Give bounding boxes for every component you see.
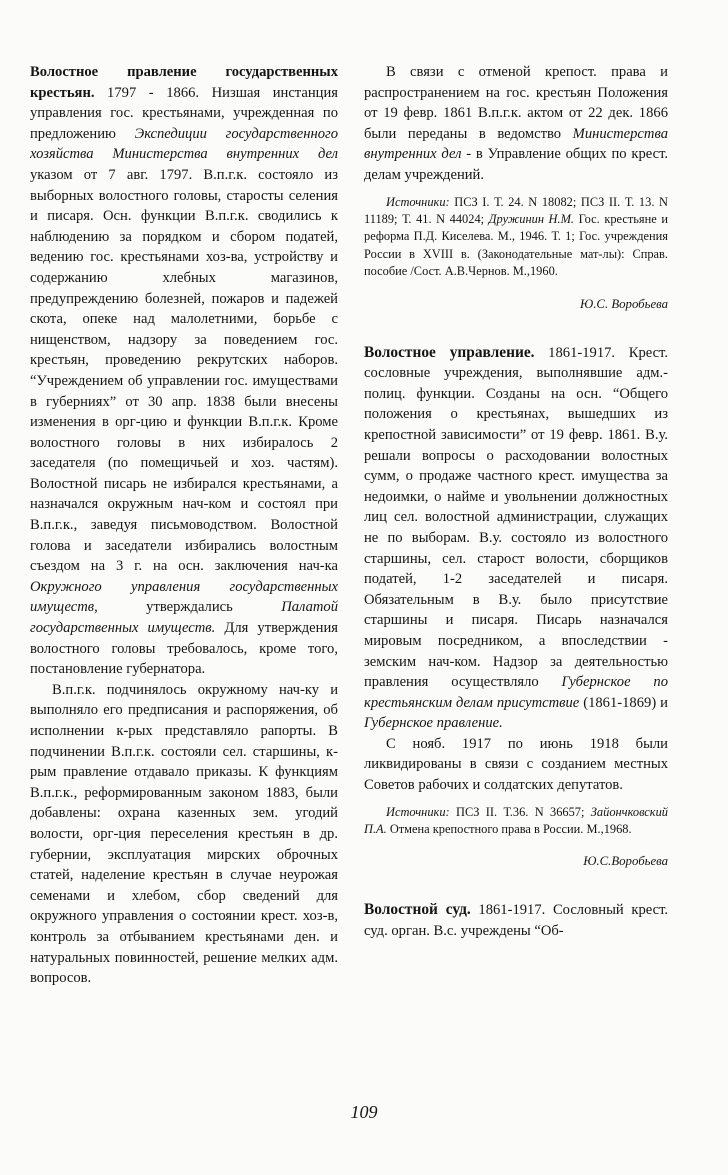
entry-volost-sud: Волостной суд. 1861-1917. Сословный крест. суд. орган. В.с. учреждены “Об-	[364, 901, 668, 940]
entry-volost-upravlenie: Волостное управление. 1861-1917. Крест. сословные учреждения, выполнявшие адм.-полиц. функции. Созданы на осн. “Общего положения о крестьянах, вышедших из крепостной зависимости” от 19 февр. 1861. В.у. решали вопросы о расходовании волостных сумм, о продаже частного крест. имущества за недоимки, о найме и увольнении должностных лиц сел. волостной администрации, служащих не по выборам. В.у. состояло из волостного старшины, сел. старост волости, сборщиков податей, 1-2 заседателей и писаря. Обязательным в В.у. было присутствие старшины и писаря. Писарь назначался мировым посредником, а впоследствии - земским нач-ком. Надзор за деятельностью правления осуществляло Губернское по крестьянским делам присутствие (1861-1869) и Губернское правление.	[364, 343, 668, 732]
cross-reference: Министерства внутренних дел	[364, 125, 668, 163]
entry-heading: Волостное правление государственных крестьян.	[30, 64, 338, 101]
entry-volost-pravlenie-gk: Волостное правление государственных крестьян. 1797 - 1866. Низшая инстанция управления гос. крестьянами, учрежденная по предложению Экспедиции государственного хозяйства Министерства внутренних дел указом от 7 авг. 1797. В.п.г.к. состояло из выборных волостного головы, старосты селения и писаря. Осн. функции В.п.г.к. сводились к наблюдению за порядком и сбором податей, ведению гос. крестьянами хоз-ва, устройству и содержанию хлебных магазинов, предупреждению болезней, пожаров и падежей скота, опеке над малолетними, борьбе с нищенством, надзору за поведением гос. крестьян, проведению рекрутских наборов. “Учреждением об управлении гос. имуществами в губерниях” от 30 апр. 1838 были внесены изменения в орг-цию и функции В.п.г.к. Кроме волостного головы в них избиралось 2 заседателя (по помещичьей и хоз. частям). Волостной писарь не избирался крестьянами, а назначался окружным нач-ком и состоял при В.п.г.к., заведуя письмоводством. Волостной голова и заседатели избирались волостным съездом на 3 г. на осн. заключения нач-ка Окружного управления государственных имуществ, утверждались Палатой государственных имуществ. Для утверждения волостного головы требовалось, кроме того, постановление губернатора.	[30, 64, 339, 678]
cross-reference: Окружного управления государственных имуществ,	[30, 578, 338, 616]
cross-reference: Палатой государственных имуществ.	[30, 599, 338, 637]
source-author: Зайончковский П.А.	[364, 804, 668, 837]
entry-heading: Волостной суд.	[364, 901, 471, 919]
page-number: 109	[350, 1102, 378, 1122]
cross-reference: Губернское правление.	[364, 715, 503, 732]
source-author: Дружинин Н.М.	[488, 211, 575, 226]
paragraph: В.п.г.к. подчинялось окружному нач-ку и выполняло его предписания и распоряжения, об исполнении к-рых представляло рапорты. В подчинении В.п.г.к. состояли сел. старшины, к-рым правление отдавало приказы. К функциям В.п.г.к., реформированным законом 1883, были добавлены: охрана казенных зем. угодий волости, орг-ция переселения крестьян в др. губернии, эксплуатация мирских оброчных статей, наделение крестьян в случае неурожая семенами и хлебом, сбор сведений для окружного управления о состоянии крест. хоз-в, контроль за отбыванием крестьянами ден. и натуральных повинностей, решение мелких адм. вопросов.	[30, 681, 338, 987]
author-signature: Ю.С.Воробьева	[583, 854, 668, 869]
paragraph: В связи с отменой крепост. права и распространением на гос. крестьян Положения от 19 февр. 1861 В.п.г.к. актом от 22 дек. 1866 были переданы в ведомство Министерства внутренних дел - в Управление общих по крест. делам учреждений.	[364, 64, 669, 183]
cross-reference: Губернское по крестьянским делам присутствие	[364, 674, 668, 711]
right-column-content	[364, 62, 668, 942]
entry-heading: Волостное управление.	[364, 343, 535, 361]
sources: Источники: ПСЗ I. Т. 24. N 18082; ПСЗ II. Т. 13. N 11189; Т. 41. N 44024; Дружинин Н.М. Гос. крестьяне и реформа П.Д. Киселева. М., 1946. Т. 1; Гос. учреждения России в XVIII в. (Законодательные мат-лы): Справ. пособие /Сост. А.В.Чернов. М.,1960.	[364, 194, 668, 279]
sources: Источники: ПСЗ II. Т.36. N 36657; Зайончковский П.А. Отмена крепостного права в России. М.,1968.	[364, 804, 668, 837]
sources-label: Источники:	[386, 804, 450, 819]
cross-reference: Экспедиции государственного хозяйства Министерства внутренних дел	[30, 125, 339, 163]
left-column	[30, 62, 338, 989]
author-signature: Ю.С. Воробьева	[580, 296, 668, 311]
paragraph: С нояб. 1917 по июнь 1918 были ликвидированы в связи с созданием местных Советов рабочих и солдатских депутатов.	[364, 735, 668, 794]
sources-label: Источники:	[386, 194, 450, 209]
